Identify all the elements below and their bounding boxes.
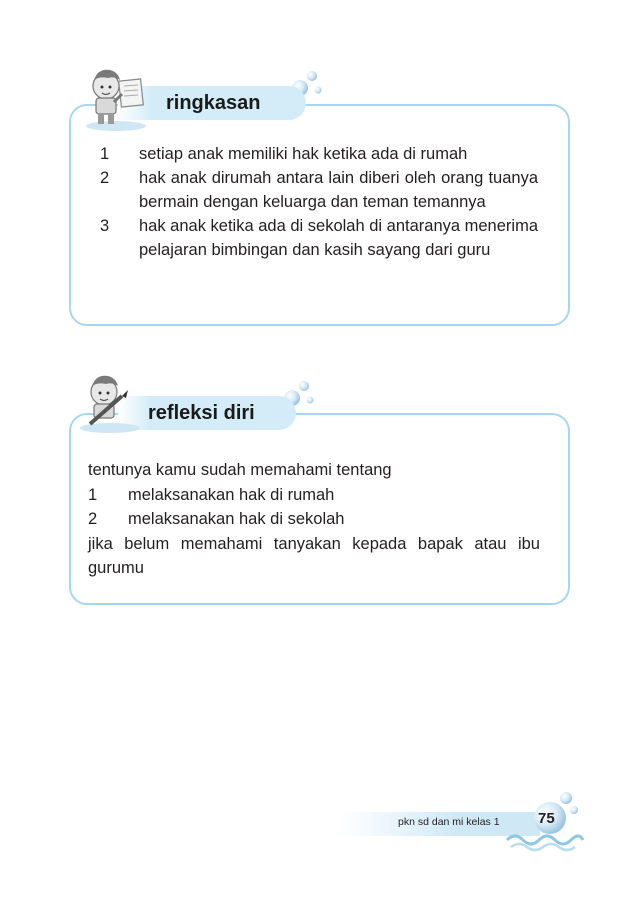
- item-number: 2: [88, 510, 98, 528]
- list-item: [100, 142, 538, 166]
- reflection-intro: tentunya kamu sudah memahami tentang: [88, 461, 392, 479]
- summary-heading: ringkasan: [118, 86, 306, 120]
- list-item: [100, 166, 538, 214]
- list-item: [88, 483, 540, 508]
- waves-decoration: [505, 830, 585, 852]
- reflection-heading: refleksi diri: [118, 396, 296, 430]
- item-text: setiap anak memiliki hak ketika ada di rumah: [139, 145, 468, 163]
- page-number: 75: [538, 810, 555, 827]
- summary-list: [100, 142, 538, 262]
- list-item: [100, 214, 538, 262]
- footer-book-title: pkn sd dan mi kelas 1: [398, 816, 500, 828]
- reflection-closing: jika belum memahami tanyakan kepada bapak atau ibu gurumu: [88, 534, 540, 577]
- boy-with-paper-icon: [80, 64, 152, 132]
- item-text: melaksanakan hak di sekolah: [128, 510, 345, 528]
- boy-with-pencil-icon: [76, 372, 148, 434]
- item-number: 3: [100, 217, 110, 235]
- item-text: melaksanakan hak di rumah: [128, 485, 335, 504]
- reflection-text: [88, 458, 540, 581]
- item-number: 1: [88, 485, 98, 504]
- item-text: hak anak ketika ada di sekolah di antaranya menerima pelajaran bimbingan dan kasih sayang dari guru: [139, 217, 538, 259]
- item-number: 1: [100, 145, 110, 163]
- item-text: hak anak dirumah antara lain diberi oleh orang tuanya bermain dengan keluarga dan teman temannya: [139, 169, 538, 211]
- list-item: [88, 507, 540, 532]
- item-number: 2: [100, 169, 110, 187]
